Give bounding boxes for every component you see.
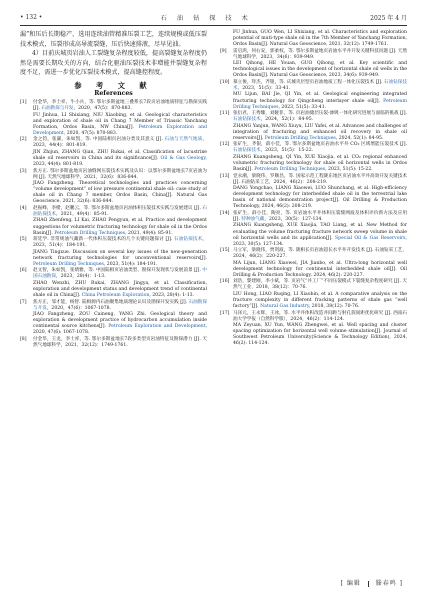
reference-number: [3] (20, 168, 27, 174)
reference-body: 付金华，王龙，李士祥，等. 鄂尔多斯盆地长7段多类型页岩油特征及勘探潜力 [J]. 天然气地球科学，2021，32(12)：1749-1761. (33, 336, 207, 348)
reference-body: JIN Zhijun, ZHANG Qian, ZHU Rukai, et al. Classification of lacustrine shale oil reservoirs in China and its significance[J]. (33, 149, 207, 161)
reference-text (233, 49, 407, 61)
body-paragraph-2: 4）目前庆城页岩油人工裂缝复杂程度较低，提高裂缝复杂程度仍然是需要长期攻关的方向，结合化驱油压裂技术非增能井裂缝复杂程度不足，需进一步优化压裂技术模式，提高缝控程度。 (20, 50, 207, 77)
reference-english (20, 312, 207, 336)
reference-entry (220, 111, 407, 123)
journal-link[interactable]: Petroleum Drilling Techniques (254, 167, 326, 173)
reference-text (233, 142, 407, 154)
reference-number: [7] (20, 299, 27, 305)
reference-body: ZHANG Kuangsheng, XUE Xiaojia, TAO Liang, et al. New Method for evaluating the volume fracturing fracture network sweep volume in shale oil horizontal wells and its application[J]. (233, 223, 407, 241)
reference-number: [13] (220, 173, 230, 179)
reference-entry (20, 169, 207, 181)
reference-citation: ，2021，49(4)：85-91. (55, 211, 109, 217)
reference-citation: , 2020, 47(5): 870-883. (63, 130, 118, 136)
reference-english (20, 181, 207, 205)
reference-text (33, 237, 207, 249)
reference-text (233, 248, 407, 260)
reference-citation: , 2018, 38(12): 70-76. (308, 304, 360, 310)
reference-body: FU Jinhua, GUO Wen, LI Shixiang, et al. Characteristics and exploration potential of muti-type shale oil in the 7th Member of Yanchang Formation, Ordos Basin[J]. Natural Gas Geoscience, 2021, 32(12): 1749-1761. (233, 30, 407, 48)
reference-citation: , 2020, 47(6): 1067-1078. (33, 324, 207, 336)
journal-link[interactable]: Oil & Gas Geology (160, 155, 206, 161)
reference-entry (220, 279, 407, 291)
page-header (20, 10, 407, 24)
reference-english (220, 323, 407, 347)
journal-link[interactable]: 石油钻探技术 (233, 117, 261, 123)
reference-body: 赵振峰，李楷，赵鹏云，等. 鄂尔多斯盆地页岩油体积压裂技术实践与发展建议 [J]. (33, 205, 203, 211)
reference-citation: ，2023，51(5)：15-22. (260, 148, 314, 154)
reference-english (220, 223, 407, 247)
reference-entry (220, 142, 407, 154)
reference-entry (220, 80, 407, 92)
reference-body: LIU Hong, LIAO Ruqing, LI Xiaobin, et al. A comparative analysis on the fracture complexity in different fracking patterns of shale gas “well factory”[J]. (233, 291, 407, 310)
reference-text (33, 169, 207, 181)
reference-entry (220, 174, 407, 186)
reference-body: MA Lijun, LIANG Xiaowei, JIA Jianbo, et al. Ultra-long horizontal well development technology for continental interbedded shale oil[J]. Oil Drilling & Production Technology, 2024, 46(2): 220-227. (233, 260, 407, 278)
reference-entry (20, 268, 207, 280)
right-column (220, 30, 407, 348)
left-column (20, 30, 207, 349)
reference-body: 赵文智，朱如凯，张婧雅，等. 中国陆相页岩油类型、勘探开发现状与发展前景 [J]. (33, 268, 203, 274)
reference-body: 蒋廷学. 非常规油气藏新一代体积压裂技术的几个关键问题探讨 [J]. (33, 237, 174, 243)
reference-entry (220, 49, 407, 61)
reference-english (220, 155, 407, 173)
reference-citation: , 2023, 51(5): 33-41. (278, 104, 327, 110)
reference-text (33, 100, 207, 112)
reference-citation: , 2023, 51(4): 184-191. (103, 261, 158, 267)
reference-body: ZHAO Zhenfeng, LI Kai, ZHAO Pengyun, et al. Practice and development suggestions for volumetric fracturing technology for shale oil in the Ordos Basin[J]. (33, 218, 207, 236)
journal-link[interactable]: Petroleum Drilling Techniques (54, 230, 126, 236)
reference-entry (220, 311, 407, 323)
reference-body: 马立军，梁晓伟，贾剑波，等. 陇相长页岩油超长水平井开发技术 [J]. 石油钻采工艺，2024，46(2)：220-227. (233, 248, 407, 260)
reference-entry (220, 248, 407, 260)
reference-body: 焦方正. 鄂尔多斯盆地页岩油缝网压裂技术实践及认识：以鄂尔多斯盆地长7页岩油为例 [J]. 天然气地球科学，2021，32(6)：836-844. (33, 168, 207, 180)
footer-bracket-left: [ (340, 580, 344, 587)
reference-english (20, 281, 207, 299)
reference-text (33, 268, 207, 280)
reference-body: 张矿生，齐银，薛小佳，等. 鄂尔多斯盆地页岩油水平井 CO₂ 区域增能压裂技术 [J]. (233, 142, 407, 148)
editor-label: 编辑 (346, 580, 361, 587)
reference-citation: , 2023, 28(4): 1-13. (149, 293, 195, 299)
reference-english (20, 218, 207, 236)
journal-link[interactable]: Petroleum Drilling Techniques (264, 135, 336, 141)
journal-link[interactable]: 石油钻探技术 (233, 148, 261, 154)
reference-number: [4] (20, 205, 27, 211)
reference-citation: ，2023，44(4)：801-819. (33, 137, 207, 149)
reference-citation: ，2023，51(4)：184-191. (33, 237, 207, 249)
reference-english (20, 150, 207, 168)
reference-body: MA Zeyuan, XU Yun, WANG Zhengwei, et al. Well spacing and cluster spacing optimization for horizontal well volume stimulation[J]. Journal of Southwest Petroleum University(Science & Technology Edition), 2024, 46(2): 114-124. (233, 323, 407, 347)
body-paragraph-1: 漏”和压后长期稳产，选用连续油管精准压裂工艺，连续规模或低压裂技术模式，压裂形成高导流裂缝，压后快速排液，尽早见油。 (20, 31, 207, 48)
reference-entry (20, 237, 207, 249)
issue-date: 2025 年 4 月 (370, 14, 407, 22)
reference-text (33, 300, 207, 312)
header-rule (20, 25, 407, 26)
reference-text (233, 111, 407, 123)
reference-number: [10] (220, 79, 230, 85)
journal-name: 石 油 钻 探 技 术 (160, 14, 252, 22)
journal-link[interactable]: Special Oil & Gas Reservoirs (334, 235, 406, 241)
reference-english (220, 186, 407, 210)
reference-body: ZHANG Kuangsheng, QI Yin, XUE Xiaojia, et al. CO₂ regional enhanced volumetric fracturing technology for shale oil horizontal wells in Ordos Basin[J]. (233, 154, 407, 173)
reference-english (220, 261, 407, 279)
reference-body: FU Jinhua, LI Shixiang, NIU Xiaobing, et al. Geological characteristics and exploration of shale oil in Chang 7 Member of Triassic Yanchang Formation, Ordos Basin, NW China[J]. (33, 112, 207, 130)
reference-english (220, 124, 407, 142)
reference-body: ZHANG Yanjun, WANG Xiuyu, LIU Yafei, et al. Advances and challenges of integration of fracturing and enhanced oil recovery in shale oil reservoirs[J]. (233, 123, 407, 141)
reference-text (233, 311, 407, 323)
reference-number: [17] (220, 310, 230, 316)
reference-text (33, 206, 207, 218)
reference-body: 金之钧，张谦，朱如凯，等. 中国陆相页岩油分类及其意义 [J]. (33, 137, 165, 143)
reference-text (233, 211, 407, 223)
reference-text (233, 279, 407, 291)
references-title: 参 考 文 献 (74, 80, 153, 90)
reference-english (220, 292, 407, 310)
reference-entry (220, 211, 407, 223)
reference-body: ZHAO Wenzhi, ZHU Rukai, ZHANG Jingya, et al. Classification, exploration and development status and development trend of continental shale oil in China[J]. (33, 280, 207, 299)
reference-body: 焦方正，邹才能，杨智. 陆相源内石油聚集地质理论认识及勘探开发实践 [J]. (33, 299, 189, 305)
footer-separator (368, 581, 369, 587)
journal-link[interactable]: 石油钻探技术 (33, 205, 207, 217)
journal-link[interactable]: 特种油气藏 (241, 216, 265, 222)
reference-body: MU Lijun, BAI Jie, QI Yin, et al. Geological engineering integrated fracturing technology for Qingcheng interlayer shale oil[J]. (233, 92, 407, 104)
reference-citation: , 2023, 44(4): 801-819. (33, 155, 207, 168)
reference-number: [14] (220, 210, 230, 216)
reference-number: [2] (20, 137, 27, 143)
reference-number: [15] (220, 248, 230, 254)
reference-body: 慕立俊，拜杰，齐银，等. 庆城夹层型页岩油地质工程一体化压裂技术 [J]. (233, 79, 384, 85)
journal-link[interactable]: 中国石油勘探 (33, 268, 207, 280)
reference-number: [11] (220, 111, 230, 117)
journal-link[interactable]: 石油钻探技术 (233, 79, 407, 91)
reference-text (33, 137, 207, 149)
reference-citation: ，2020，47(5)：870-883. (73, 106, 132, 112)
journal-link[interactable]: Petroleum Drilling Techniques (33, 261, 104, 267)
journal-link[interactable]: China Petroleum Exploration (81, 293, 150, 299)
reference-entry (20, 300, 207, 312)
reference-citation: ，2023，30(5)：127-134. (264, 216, 323, 222)
reference-number: [16] (220, 279, 230, 285)
reference-english (20, 250, 207, 268)
journal-link[interactable]: 石油与天然气地质 (164, 137, 203, 143)
reference-list-left (20, 100, 207, 349)
reference-body: JIAO Fangzheng, ZOU Caineng, YANG Zhi. Geological theory and exploration & development practice of hydrocarbon accumulation inside continental source kitchens[J]. (33, 312, 207, 330)
reference-citation: , 2023, 30(5): 127-134. (233, 235, 407, 247)
reference-body: 党永潮，梁晓伟，罗顺昌，等. 国家示范工程陇东地区页岩油水平井高效开发关键技术 [J]. 石油钻采工艺，2024，46(2)：208-219. (233, 173, 407, 185)
reference-english (20, 113, 207, 137)
reference-body: 马泽元，王永辉，王冰，等. 水平井体积改造井间距与射孔簇间距优化研究 [J]. 西南石油大学学报（自然科学版），2024，46(2)：114-124. (233, 310, 407, 322)
reference-english (220, 61, 407, 79)
reference-entry (20, 100, 207, 112)
reference-entry (20, 337, 207, 349)
reference-english (220, 92, 407, 110)
page-footer (341, 578, 403, 587)
reference-body: 张衍君，王秀臻，刘娅菲，等. 页岩油储层压裂-渗吸一体化研究进展与面临的挑战 [J]. (233, 111, 407, 117)
reference-list-right (220, 30, 407, 347)
reference-body: 付金华，李士祥，牛小兵，等. 鄂尔多斯盆地三叠系长7段页岩油地质特征与勘探实践 [J]. (33, 100, 207, 112)
reference-citation: ，2020，47(6)：1067-1078. (46, 305, 112, 311)
reference-citation: ，2023，28(4)：1-13. (55, 274, 106, 280)
reference-entry (20, 206, 207, 218)
references-subtitle: References (94, 90, 133, 98)
reference-citation: , 2024, 52(1): 84-95. (335, 135, 384, 141)
reference-body: DANG Yongchao, LIANG Xiaowei, LUO Shunchang, et al. High-efficiency development technology for interbedded shale oil in the terrestrial lake basin of national demonstration project[J]. Oil Drilling & Production Technology, 2024, 46(2): 208-219. (233, 186, 407, 210)
reference-citation: ，2024，52(1)：84-95. (260, 117, 314, 123)
journal-link[interactable]: 石油勘探与开发 (41, 106, 74, 112)
reference-entry (20, 137, 207, 149)
reference-number: [1] (20, 100, 27, 106)
reference-body: JIANG Tingxue. Discussion on several key issues of the new-generation network fracturing technologies for unconventional reservoirs[J]. (33, 249, 207, 261)
journal-link[interactable]: 石油钻探技术 (173, 237, 203, 243)
reference-body: 张矿生，薛小佳，陶亮，等. 页岩油水平井体积压裂缝网波及体积评价新方法及应用 [J]. (233, 210, 407, 222)
reference-number: [9] (220, 48, 227, 54)
journal-link[interactable]: Petroleum Exploration and Development (108, 324, 206, 330)
reference-body: JIAO Fangzheng. Theoretical technologies and practices concerning “volume development” of low pressure continental shale oil: case study of shale oil in Chang 7 member, Ordos Basin, China[J]. Natural Gas Geoscience, 2021, 32(6): 836-844. (33, 181, 207, 205)
footer-bracket-right: ] (399, 580, 403, 587)
journal-link[interactable]: Petroleum Exploration and Development (33, 124, 207, 136)
reference-citation: , 2021, 49(4): 85-91. (125, 230, 173, 236)
reference-body: 雷启鸿，何右安，郭柔权，等. 鄂尔多斯盆地页岩油水平井开发关键科技问题 [J]. 天然气地球科学，2023，34(6)：939-949. (233, 48, 407, 60)
reference-number: [6] (20, 268, 27, 274)
journal-link[interactable]: 石油勘探与开发 (33, 299, 207, 311)
reference-text (33, 337, 207, 349)
reference-number: [12] (220, 142, 230, 148)
reference-body: LEI Qihong, HE Youan, GUO Qihong, et al. Key scientific and technological issues in the development of horizontal shale oil wells in the Ordos Basin[J]. Natural Gas Geoscience, 2023, 34(6): 939-949. (233, 61, 407, 79)
journal-link[interactable]: Petroleum Drilling Techniques (233, 98, 407, 110)
reference-citation: ，2023，51(5)：33-41. (237, 85, 291, 91)
editor-name: 滕春鸣 (375, 580, 397, 587)
reference-number: [8] (20, 336, 27, 342)
reference-body: 刘浩，黎建刚，李小斌，等. 页岩气“井工厂”不同压裂模式下裂缝复杂程度研究 [J]. 天然气工业，2018，38(12)：70-76. (233, 279, 407, 291)
reference-citation: , 2023, 51(5): 15-22. (325, 167, 373, 173)
reference-text (233, 80, 407, 92)
journal-link[interactable]: Natural Gas Industry (260, 304, 309, 310)
reference-english (220, 30, 407, 48)
reference-number: [5] (20, 237, 27, 243)
reference-text (233, 174, 407, 186)
page-number: • 132 • (20, 13, 43, 21)
